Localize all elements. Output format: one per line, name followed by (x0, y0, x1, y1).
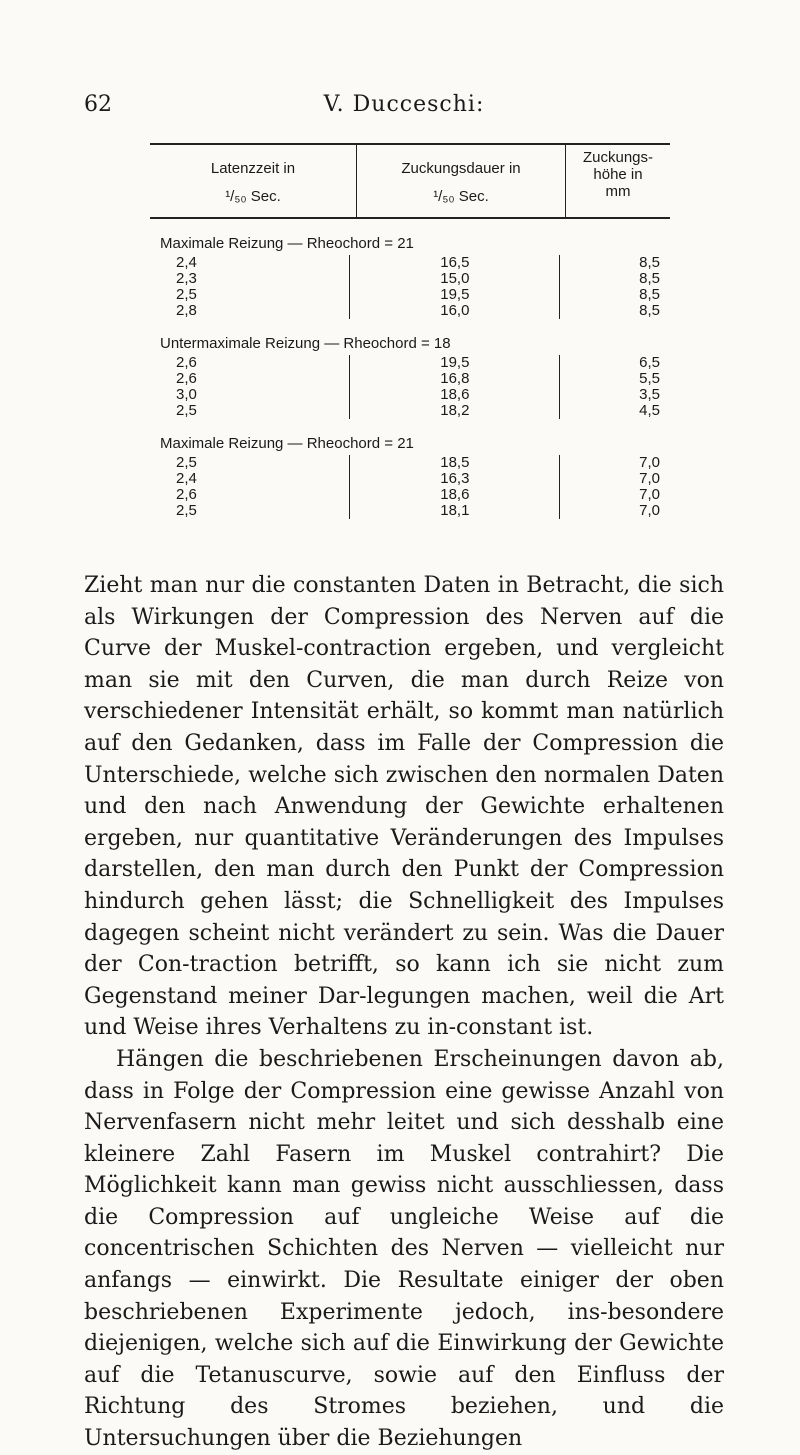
table-cell: 7,0 (639, 486, 660, 503)
latenz-column (150, 455, 349, 519)
latenz-column (150, 355, 349, 419)
hoehe-column (560, 455, 670, 519)
table-cell: 2,6 (176, 354, 197, 371)
table-section (150, 433, 670, 519)
table-cell: 16,5 (440, 254, 470, 271)
hoehe-column (560, 355, 670, 419)
page-number: 62 (84, 92, 112, 117)
table-cell: 19,5 (440, 354, 470, 371)
section-rows (150, 355, 670, 419)
running-head: V. Ducceschi: (323, 92, 485, 117)
paragraph: Zieht man nur die constanten Daten in Betracht, die sich als Wirkungen der Compression des Nerven auf die Curve der Muskel-contraction ergeben, und vergleicht man sie mit den Curven, die man durch Reize von verschiedener Intensität erhält, so kommt man natürlich auf den Gedanken, dass im Falle der Compression die Unterschiede, welche sich zwischen den normalen Daten und den nach Anwendung der Gewichte erhaltenen ergeben, nur quantitative Veränderungen des Impulses darstellen, den man durch den Punkt der Compression hindurch gehen lässt; die Schnelligkeit des Impulses dagegen scheint nicht verändert zu sein. Was die Dauer der Con-traction betrifft, so kann ich sie nicht zum Gegenstand meiner Dar-legungen machen, weil die Art und Weise ihres Verhaltens zu in-constant ist. (84, 573, 724, 1041)
table-cell: 2,6 (176, 486, 197, 503)
table-cell: 2,8 (176, 302, 197, 319)
table-cell: 7,0 (639, 454, 660, 471)
table-cell: 8,5 (639, 270, 660, 287)
table-cell: 4,5 (639, 402, 660, 419)
table-cell: 16,0 (440, 302, 470, 319)
table-cell: 18,2 (440, 402, 470, 419)
table-cell: 16,3 (440, 470, 470, 487)
body-text (84, 570, 724, 1455)
table-header-rule (150, 217, 670, 219)
section-title: Maximale Reizung — Rheochord = 21 (160, 235, 414, 252)
table-cell: 3,0 (176, 386, 197, 403)
table-cell: 8,5 (639, 286, 660, 303)
column-header-latenzzeit: Latenzzeit in ¹/₅₀ Sec. (210, 160, 296, 205)
table-cell: 16,8 (440, 370, 470, 387)
table-cell: 18,5 (440, 454, 470, 471)
table-header-row (150, 145, 670, 217)
section-rows (150, 455, 670, 519)
column-header-zuckungshoehe: Zuckungs- höhe in mm (582, 149, 654, 200)
table-cell: 8,5 (639, 254, 660, 271)
table-cell: 6,5 (639, 354, 660, 371)
column-header-zuckungsdauer: Zuckungsdauer in ¹/₅₀ Sec. (356, 145, 566, 217)
table-cell: 18,6 (440, 386, 470, 403)
table-cell: 5,5 (639, 370, 660, 387)
table-cell: 3,5 (639, 386, 660, 403)
table-cell: 7,0 (639, 502, 660, 519)
table-section (150, 333, 670, 419)
table-cell: 2,4 (176, 470, 197, 487)
section-title: Maximale Reizung — Rheochord = 21 (160, 435, 414, 452)
table-cell: 7,0 (639, 470, 660, 487)
table-cell: 19,5 (440, 286, 470, 303)
table-cell: 2,6 (176, 370, 197, 387)
hoehe-column (560, 255, 670, 319)
table-cell: 18,1 (440, 502, 470, 519)
page-header (84, 92, 724, 122)
table-cell: 8,5 (639, 302, 660, 319)
section-title: Untermaximale Reizung — Rheochord = 18 (160, 335, 451, 352)
table-cell: 2,5 (176, 402, 197, 419)
dauer-column (349, 255, 560, 319)
paragraph: Hängen die beschriebenen Erscheinungen davon ab, dass in Folge der Compression eine gewisse Anzahl von Nervenfasern nicht mehr leitet und sich desshalb eine kleinere Zahl Fasern im Muskel contrahirt? Die Möglichkeit kann man gewiss nicht ausschliessen, dass die Compression auf ungleiche Weise auf die concentrischen Schichten des Nerven — vielleicht nur anfangs — einwirkt. Die Resultate einiger der oben beschriebenen Experimente jedoch, ins-besondere diejenigen, welche sich auf die Einwirkung der Gewichte auf die Tetanuscurve, sowie auf den Einfluss der Richtung des Stromes beziehen, und die Untersuchungen über die Beziehungen (84, 1046, 724, 1452)
table-cell: 2,3 (176, 270, 197, 287)
data-table (150, 143, 670, 519)
table-cell: 2,5 (176, 502, 197, 519)
table-cell: 2,5 (176, 286, 197, 303)
table-cell: 15,0 (440, 270, 470, 287)
table-section (150, 233, 670, 319)
table-cell: 2,5 (176, 454, 197, 471)
latenz-column (150, 255, 349, 319)
table-cell: 2,4 (176, 254, 197, 271)
table-cell: 18,6 (440, 486, 470, 503)
dauer-column (349, 355, 560, 419)
section-rows (150, 255, 670, 319)
dauer-column (349, 455, 560, 519)
